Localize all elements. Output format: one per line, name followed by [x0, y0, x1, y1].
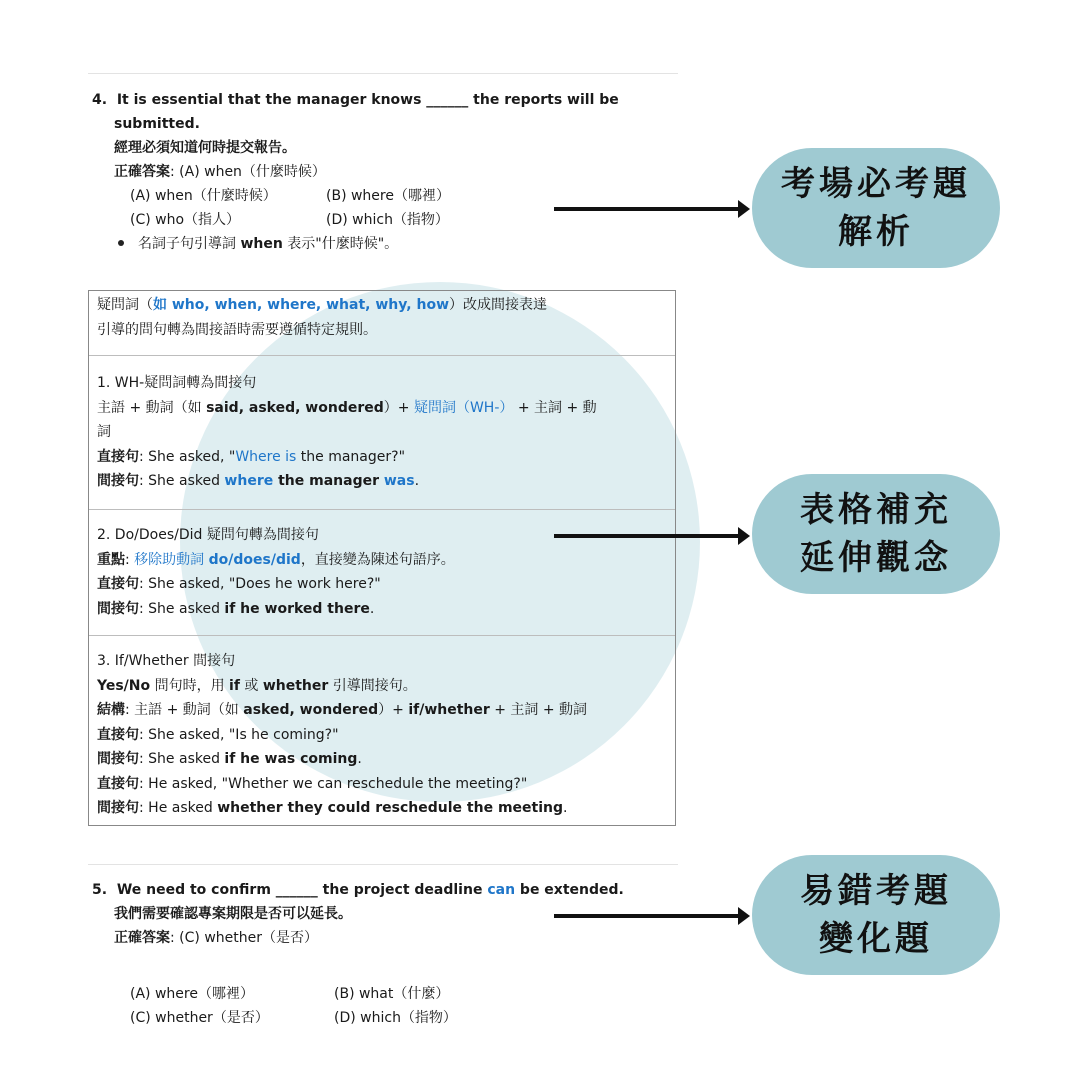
answer-label: 正確答案	[114, 930, 170, 946]
arrow-icon	[554, 914, 742, 918]
section-wh: 1. WH-疑問詞轉為間接句 主語 + 動詞（如 said, asked, wondered）+ 疑問詞（WH-） + 主詞 + 動 詞 直接句: She asked, "Where is the manager?" 間接句: She asked where the manager was.	[89, 371, 675, 494]
answer-value: : (C) whether（是否）	[170, 930, 318, 946]
label-pill-variation: 易錯考題 變化題	[752, 855, 1000, 975]
question-5: 5. We need to confirm ______ the project deadline can be extended. 我們需要確認專案期限是否可以延長。 正確答案: (C) whether（是否） (A) where（哪裡） (B) what（什麼） (C) whether（是否） (D) which（指物）	[92, 878, 712, 1030]
answer-line	[92, 160, 692, 184]
section-title: 1. WH-疑問詞轉為間接句	[97, 375, 257, 391]
option-c: (C) who（指人）	[130, 212, 241, 228]
question-translation: 我們需要確認專案期限是否可以延長。	[114, 906, 352, 922]
answer-value: : (A) when（什麼時候）	[170, 164, 326, 180]
table-divider	[89, 509, 675, 510]
answer-line	[92, 926, 712, 950]
question-4	[92, 88, 692, 256]
bottom-divider	[88, 864, 678, 865]
grammar-table	[88, 290, 676, 826]
answer-label: 正確答案	[114, 164, 170, 180]
options-grid	[92, 982, 712, 1030]
table-intro: 疑問詞（如 who, when, where, what, why, how）改成間接表達 引導的問句轉為間接語時需要遵循特定規則。	[97, 297, 548, 338]
section-title: 2. Do/Does/Did 疑問句轉為間接句	[97, 527, 319, 543]
option-b: (B) what（什麼）	[334, 986, 450, 1002]
option-b: (B) where（哪裡）	[326, 188, 450, 204]
arrow-icon	[554, 534, 742, 538]
option-a: (A) where（哪裡）	[130, 986, 254, 1002]
label-pill-table: 表格補充 延伸觀念	[752, 474, 1000, 594]
question-number: 5.	[92, 882, 108, 898]
section-if-whether: 3. If/Whether 間接句 Yes/No 問句時，用 if 或 whether 引導間接句。 結構: 主語 + 動詞（如 asked, wondered）+ if/whether + 主詞 + 動詞 直接句: She asked, "Is he coming?" 間接句: She asked if he was coming. 直接句: He asked, "Whether we can reschedule the meeting?" 間接句: He asked whether they could reschedule the meeting.	[89, 649, 675, 821]
question-text: It is essential that the manager knows ______ the reports will be	[116, 92, 619, 108]
table-divider	[89, 635, 675, 636]
note-line: 名詞子句引導詞 when 表示"什麼時候"。	[92, 232, 692, 256]
question-number: 4.	[92, 92, 108, 108]
table-divider	[89, 355, 675, 356]
bullet-icon	[118, 240, 124, 246]
arrow-icon	[554, 207, 742, 211]
label-pill-exam: 考場必考題 解析	[752, 148, 1000, 268]
option-a: (A) when（什麼時候）	[130, 188, 277, 204]
question-text-cont: submitted.	[114, 116, 200, 132]
question-translation: 經理必須知道何時提交報告。	[114, 140, 296, 156]
option-d: (D) which（指物）	[326, 212, 449, 228]
section-title: 3. If/Whether 間接句	[97, 653, 236, 669]
top-divider	[88, 73, 678, 74]
section-do-does-did: 2. Do/Does/Did 疑問句轉為間接句 重點: 移除助動詞 do/does/did，直接變為陳述句語序。 直接句: She asked, "Does he work here?" 間接句: She asked if he worked there.	[89, 523, 675, 621]
option-c: (C) whether（是否）	[130, 1010, 269, 1026]
option-d: (D) which（指物）	[334, 1010, 457, 1026]
